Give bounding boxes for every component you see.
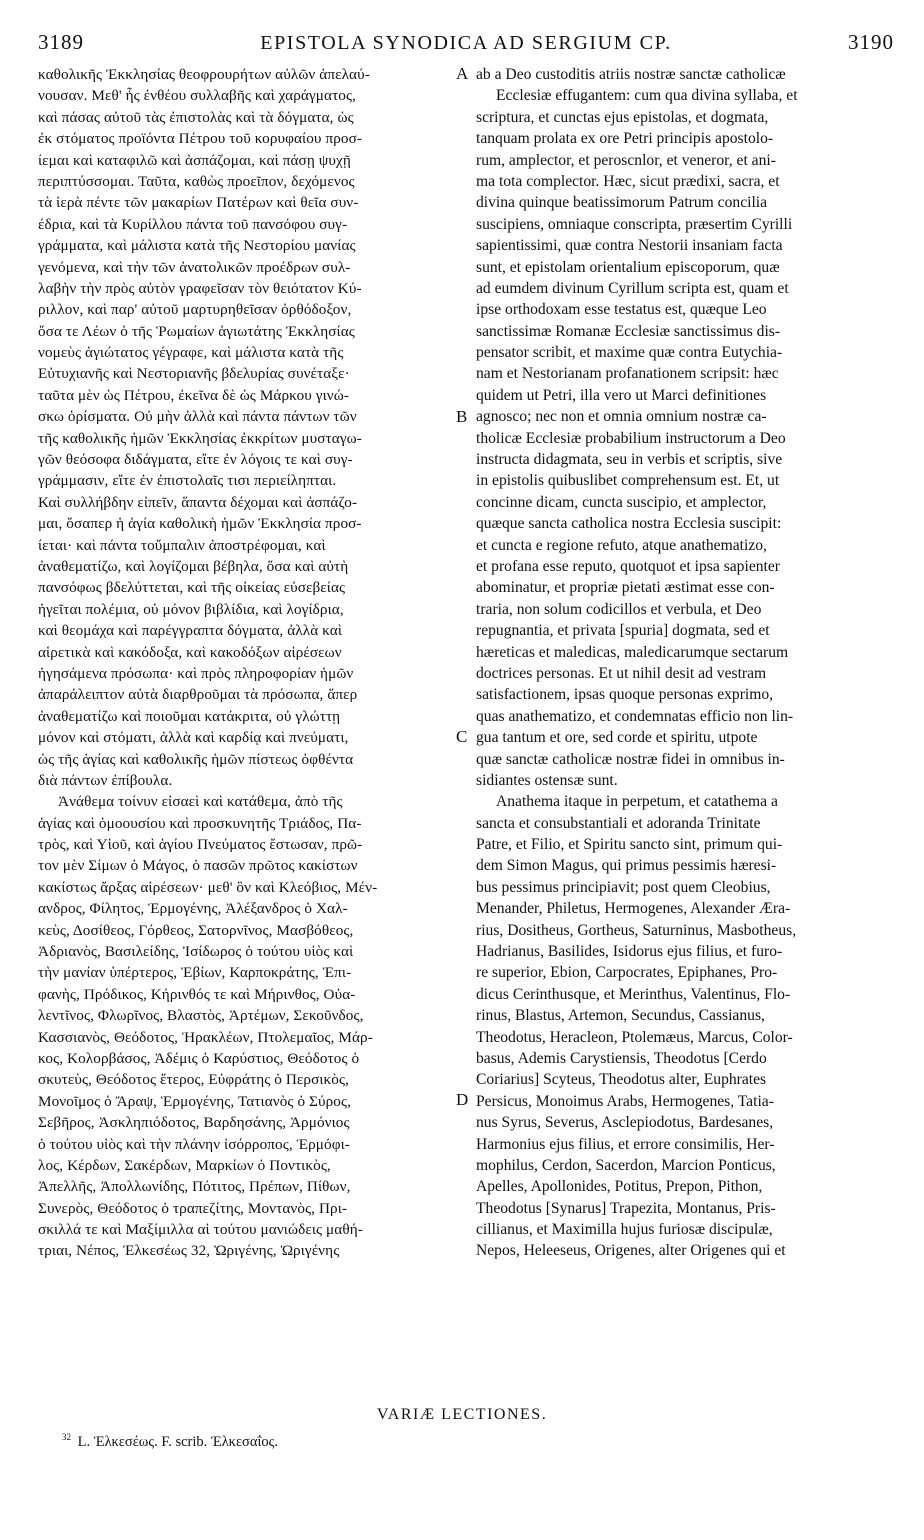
greek-text-line: μόνον καὶ στόματι, ἀλλὰ καὶ καρδίᾳ καὶ πνεύματι, bbox=[38, 729, 349, 747]
latin-text-line: nus Syrus, Severus, Asclepiodotus, Bardesanes, bbox=[476, 1114, 774, 1132]
latin-text-line: Nepos, Heleeseus, Origenes, alter Origenes qui et bbox=[476, 1242, 786, 1260]
greek-text-line: ίεται· καὶ πάντα τοὔμπαλιν ἀποστρέφομαι, καὶ bbox=[38, 536, 326, 554]
greek-text-line: Εὐτυχιανῆς καὶ Νεστοριανῆς βδελυρίας συνέταξε· bbox=[38, 365, 350, 383]
greek-text-line: ἀπαράλειπτον αὐτὰ διαρθροῦμαι τὰ πρόσωπα, ἅπερ bbox=[38, 686, 358, 704]
greek-text-line: περιπτύσσομαι. Ταῦτα, καθὼς προεῖπον, δεχόμενος bbox=[38, 172, 355, 190]
greek-text-line: έδρια, καὶ τὰ Κυρίλλου πάντα τοῦ πανσόφου συγ- bbox=[38, 215, 348, 233]
latin-text-line: tanquam prolata ex ore Petri principis apostolo- bbox=[476, 130, 774, 148]
margin-marker-b: B bbox=[456, 407, 468, 426]
latin-text-line: sidiantes ostensæ sunt. bbox=[476, 771, 618, 789]
greek-text-line: ἁγίας καὶ ὁμοουσίου καὶ προσκυνητῆς Τριάδος, Πα- bbox=[38, 814, 362, 832]
latin-text-line: traria, non solum codicillos et verbula, et Deo bbox=[476, 600, 762, 618]
latin-text-line: doctrices personas. Et ut nihil desit ad vestram bbox=[476, 664, 767, 682]
latin-text-line: rum, amplector, et peroscnlor, et veneror, et ani- bbox=[476, 151, 776, 169]
greek-text-line: ταῦτα μὲν ὡς Πέτρου, ἐκεῖνα δὲ ὡς Μάρκου γινώ- bbox=[38, 386, 350, 404]
latin-text-line: tholicæ Ecclesiæ probabilium instructorum a Deo bbox=[476, 429, 786, 447]
greek-text-line: καθολικῆς Ἐκκλησίας θεοφρουρήτων αὐλῶν ἀπελαύ- bbox=[38, 66, 370, 83]
latin-text-line: suscipiens, omniaque conscripta, præsertim Cyrilli bbox=[476, 215, 793, 233]
latin-text-line: gua tantum et ore, sed corde et spiritu, utpote bbox=[476, 729, 758, 747]
greek-text-line: ἡγεῖται πολέμια, οὐ μόνον βιβλίδια, καὶ λογίδρια, bbox=[38, 600, 344, 618]
greek-text-line: ὡς τῆς ἁγίας καὶ καθολικῆς ἡμῶν πίστεως ὀφθέντα bbox=[38, 750, 354, 768]
latin-text-line: hæreticas et maledicas, maledicarumque sectarum bbox=[476, 643, 789, 661]
latin-text-line: repugnantia, et privata [spuria] dogmata, sed et bbox=[476, 622, 770, 640]
greek-text-line: κος, Κολορβάσος, Ἀδέμις ὁ Καρύστιος, Θεόδοτος ὁ bbox=[38, 1049, 360, 1067]
greek-text-line: ίεμαι καὶ καταφιλῶ καὶ ἀσπάζομαι, καὶ πάσῃ ψυχῇ bbox=[38, 151, 351, 169]
footnote-number: 32 bbox=[62, 1432, 71, 1442]
latin-text-line: Theodotus [Synarus] Trapezita, Montanus, Pris- bbox=[476, 1199, 776, 1217]
latin-text-line: Ecclesiæ effugantem: cum qua divina syllaba, et bbox=[496, 87, 798, 105]
latin-text-line: Theodotus, Heracleon, Ptolemæus, Marcus, Color- bbox=[476, 1028, 793, 1046]
latin-text-line: basus, Ademis Carystiensis, Theodotus [Cerdo bbox=[476, 1049, 767, 1067]
latin-text-line: ma tota complector. Hæc, sicut prædixi, sacra, et bbox=[476, 172, 780, 190]
latin-text-line: Hadrianus, Basilides, Isidorus ejus filius, et furo- bbox=[476, 943, 783, 961]
latin-text-line: sanctissimæ Romanæ Ecclesiæ sanctissimus dis- bbox=[476, 322, 781, 340]
latin-text-line: concinne dicam, cuncta suscipio, et amplector, bbox=[476, 493, 767, 511]
greek-text-line: ανδρος, Φίλητος, Ἑρμογένης, Ἀλέξανδρος ὁ Χαλ- bbox=[38, 900, 348, 918]
latin-text-line: mophilus, Cerdon, Sacerdon, Marcion Ponticus, bbox=[476, 1156, 776, 1174]
latin-text-line: quas anathematizo, et condemnatas efficio non lin- bbox=[476, 707, 794, 725]
latin-text-line: cillianus, et Maximilla hujus furiosæ discipulæ, bbox=[476, 1221, 773, 1239]
greek-text-line: λεντῖνος, Φλωρῖνος, Βλαστὸς, Ἀρτέμων, Σεκοῦνδος, bbox=[38, 1007, 364, 1025]
latin-text-line: dicus Cerinthusque, et Merinthus, Valentinus, Flo- bbox=[476, 985, 791, 1003]
greek-text-line: ριλλον, καὶ παρ' αὐτοῦ μαρτυρηθεῖσαν ὀρθόδοξον, bbox=[38, 301, 352, 319]
latin-text-line: rinus, Blastus, Artemon, Secundus, Cassianus, bbox=[476, 1007, 765, 1025]
greek-text-line: κακίστως ἄρξας αἱρέσεων· μεθ' ὃν καὶ Κλεόβιος, Μέν- bbox=[38, 878, 378, 896]
greek-text-line: κεὺς, Δοσίθεος, Γόρθεος, Σατορνῖνος, Μασβόθεος, bbox=[38, 921, 354, 939]
latin-text-line: Menander, Philetus, Hermogenes, Alexander Æra- bbox=[476, 900, 791, 918]
greek-text-line: ὁ τούτου υἱὸς καὶ τὴν πλάνην ἰσόρροπος, Ἑρμόφι- bbox=[38, 1135, 350, 1153]
latin-text-line: satisfactionem, ipsas quoque personas exprimo, bbox=[476, 686, 774, 704]
greek-column bbox=[38, 64, 456, 1262]
latin-text-line: bus pessimus principiavit; post quem Cleobius, bbox=[476, 878, 771, 896]
greek-text-line: αἱρετικὰ καὶ κακόδοξα, καὶ κακοδόξων αἱρέσεων bbox=[38, 643, 342, 661]
latin-text-line: re superior, Ebion, Carpocrates, Epiphanes, Pro- bbox=[476, 964, 778, 982]
greek-text-line: γῶν θεόσοφα διδάγματα, εἴτε ἐν λόγοις τε καὶ συγ- bbox=[38, 451, 353, 469]
margin-marker-a: A bbox=[456, 64, 469, 83]
greek-text-line: τὴν μανίαν ὑπέρτερος, Ἐβίων, Καρποκράτης, Ἐπι- bbox=[38, 964, 352, 982]
latin-text-line: Anathema itaque in perpetum, et catathema a bbox=[496, 793, 778, 811]
greek-text-line: σκω ὁρίσματα. Οὐ μὴν ἀλλὰ καὶ πάντα πάντων τῶν bbox=[38, 408, 357, 426]
latin-text-line: Coriarius] Scyteus, Theodotus alter, Euphrates bbox=[476, 1071, 767, 1089]
latin-text-line: et cuncta e regione refuto, atque anathematizo, bbox=[476, 536, 767, 554]
right-page-number: 3190 bbox=[848, 30, 894, 54]
latin-text-line: Patre, et Filio, et Spiritu sancto sint, primum qui- bbox=[476, 836, 783, 854]
greek-text-line: Μονοῖμος ὁ Ἄραψ, Ἑρμογένης, Τατιανὸς ὁ Σύρος, bbox=[38, 1092, 351, 1110]
greek-text-line: πανσόφως βδελύττεται, καὶ τῆς οἰκείας εὐσεβείας bbox=[38, 579, 346, 597]
greek-text-line: Ἀπελλῆς, Ἀπολλωνίδης, Πότιτος, Πρέπων, Πίθων, bbox=[38, 1178, 351, 1196]
greek-text-line: μαι, ὅσαπερ ἡ ἁγία καθολικὴ ἡμῶν Ἐκκλησία προσ- bbox=[38, 515, 362, 533]
greek-text-line: τριαι, Νέπος, Ἐλκεσέως 32, Ὠριγένης, Ὠριγένης bbox=[38, 1242, 340, 1260]
latin-text-line: quæ sanctæ catholicæ nostræ fidei in omnibus in- bbox=[476, 750, 785, 768]
greek-text-line: ἀναθεματίζω καὶ ποιοῦμαι κατάκριτα, οὐ γλώττῃ bbox=[38, 707, 341, 725]
latin-text-line: instructa didagmata, seu in verbis et scriptis, sive bbox=[476, 451, 783, 469]
latin-text-line: abominatur, et propriæ pietati æstimat esse con- bbox=[476, 579, 775, 597]
greek-text-line: γράμμασιν, εἴτε ἐν ἐπιστολαῖς τισι περιείληπται. bbox=[38, 472, 337, 490]
greek-text-line: Ἀδριανὸς, Βασιλείδης, Ἰσίδωρος ὁ τούτου υἱὸς καὶ bbox=[38, 943, 354, 961]
greek-text-line: νομεὺς ἁγιώτατος γέγραφε, καὶ μάλιστα κατὰ τῆς bbox=[38, 344, 344, 362]
greek-text-line: λαβὴν τὴν πρὸς αὐτὸν γραφεῖσαν τὸν θειότατον Κύ- bbox=[38, 279, 362, 297]
latin-text-line: divina quinque beatissimorum Patrum concilia bbox=[476, 194, 768, 212]
greek-text-line: τῆς καθολικῆς ἡμῶν Ἐκκλησίας ἐκκρίτων μυσταγω- bbox=[38, 429, 362, 447]
greek-text-line: καὶ πάσας αὐτοῦ τὰς ἐπιστολὰς καὶ τὰ δόγματα, ὡς bbox=[38, 108, 354, 126]
margin-marker-c: C bbox=[456, 727, 468, 746]
latin-text-line: quæque sancta catholica nostra Ecclesia suscipit: bbox=[476, 515, 782, 533]
latin-text-line: in epistolis quibuslibet comprehensum est. Et, ut bbox=[476, 472, 780, 490]
latin-text-line: et profana esse reputo, quotquot et ipsa sapienter bbox=[476, 557, 780, 575]
greek-text-line: σκυτεὺς, Θεόδοτος ἕτερος, Εὐφράτης ὁ Περσικὸς, bbox=[38, 1071, 350, 1089]
greek-text-line: Κασσιανὸς, Θεόδοτος, Ἡρακλέων, Πτολεμαῖος, Μάρ- bbox=[38, 1028, 373, 1046]
greek-text-line: Καὶ συλλήβδην εἰπεῖν, ἅπαντα δέχομαι καὶ ἀσπάζο- bbox=[38, 493, 358, 511]
latin-text-line: sapientissimi, quæ contra Nestorii insaniam facta bbox=[476, 237, 783, 255]
greek-text-line: Σεβῆρος, Ἀσκληπιόδοτος, Βαρδησάνης, Ἁρμόνιος bbox=[38, 1114, 350, 1132]
latin-text-line: rius, Dositheus, Gortheus, Saturninus, Masbotheus, bbox=[476, 921, 797, 939]
latin-text-line: Apelles, Apollonides, Potitus, Prepon, Pithon, bbox=[476, 1178, 763, 1196]
greek-text-line: Συνερὸς, Θεόδοτος ὁ τραπεζίτης, Μοντανὸς, Πρι- bbox=[38, 1199, 348, 1217]
greek-text-line: καὶ θεομάχα καὶ παρέγγραπτα δόγματα, ἀλλὰ καὶ bbox=[38, 622, 343, 640]
greek-text-line: ἐκ στόματος προϊόντα Πέτρου τοῦ κορυφαίου προσ- bbox=[38, 130, 363, 148]
greek-text-line: νουσαν. Μεθ' ἧς ἐνθέου συλλαβῆς καὶ χαράγματος, bbox=[38, 87, 356, 105]
greek-text-line: τρὸς, καὶ Υἱοῦ, καὶ ἁγίου Πνεύματος ἔστωσαν, πρῶ- bbox=[38, 836, 363, 854]
footnote bbox=[62, 1432, 278, 1451]
latin-column bbox=[476, 64, 900, 1262]
left-page-number: 3189 bbox=[38, 30, 84, 54]
latin-text-line: Harmonius ejus filius, et errore consimilis, Her- bbox=[476, 1135, 775, 1153]
latin-text-line: sancta et consubstantiali et adoranda Trinitate bbox=[476, 814, 761, 832]
greek-text-line: σκιλλά τε καὶ Μαξίμιλλα αἱ τούτου μανιώδεις μαθή- bbox=[38, 1221, 363, 1239]
latin-text-line: dem Simon Magus, qui primus pessimis hæresi- bbox=[476, 857, 777, 875]
greek-text-line: γράμματα, καὶ μάλιστα κατὰ τῆς Νεστορίου μανίας bbox=[38, 237, 356, 255]
greek-text-line: τὰ ἱερὰ πέντε τῶν μακαρίων Πατέρων καὶ θεῖα συν- bbox=[38, 194, 359, 212]
greek-text-line: φανὴς, Πρόδικος, Κήρινθός τε καὶ Μήρινθος, Οὐα- bbox=[38, 985, 356, 1003]
latin-text-line: ad eumdem divinum Cyrillum scripta est, quam et bbox=[476, 279, 789, 297]
variae-lectiones-heading: VARIÆ LECTIONES. bbox=[376, 1406, 548, 1423]
greek-text-line: ὅσα τε Λέων ὁ τῆς Ῥωμαίων ἁγιωτάτης Ἐκκλησίας bbox=[38, 322, 355, 340]
greek-text-line: ἡγησάμενα πρόσωπα· καὶ πρὸς πληροφορίαν ἡμῶν bbox=[38, 664, 354, 682]
page-header bbox=[38, 30, 894, 58]
latin-text-line: agnosco; nec non et omnia omnium nostræ ca- bbox=[476, 408, 767, 426]
latin-text-line: Persicus, Monoimus Arabs, Hermogenes, Tatia- bbox=[476, 1092, 774, 1110]
latin-text-line: pensator scribit, et maxime quæ contra Eutychia- bbox=[476, 344, 783, 362]
greek-text-line: Ἀνάθεμα τοίνυν εἰσαεὶ καὶ κατάθεμα, ἀπὸ τῆς bbox=[58, 793, 343, 811]
greek-text-line: διὰ πάντων ἐπίβουλα. bbox=[38, 771, 173, 789]
running-title: EPISTOLA SYNODICA AD SERGIUM CP. bbox=[260, 32, 672, 54]
greek-text-line: ἀναθεματίζω, καὶ λογίζομαι βέβηλα, ὅσα καὶ αὐτὴ bbox=[38, 557, 349, 575]
footnote-text: L. Ἐλκεσέως. F. scrib. Ἐλκεσαΐος. bbox=[77, 1433, 278, 1450]
greek-text-line: τον μὲν Σίμων ὁ Μάγος, ὁ πασῶν πρῶτος κακίστων bbox=[38, 857, 358, 875]
latin-text-line: quidem ut Petri, illa vero ut Marci definitiones bbox=[476, 386, 767, 404]
greek-text-line: λος, Κέρδων, Σακέρδων, Μαρκίων ὁ Ποντικὸς, bbox=[38, 1156, 331, 1174]
latin-text-line: nam et Nestorianam profanationem scripsit: hæc bbox=[476, 365, 779, 383]
latin-text-line: ab a Deo custoditis atriis nostræ sanctæ catholicæ bbox=[476, 66, 786, 83]
latin-text-line: sunt, et epistolam orientalium episcoporum, quæ bbox=[476, 258, 780, 276]
latin-text-line: scriptura, et cunctas ejus epistolas, et dogmata, bbox=[476, 108, 769, 126]
greek-text-line: γενόμενα, καὶ τὴν τῶν ἀνατολικῶν προέδρων συλ- bbox=[38, 258, 351, 276]
margin-marker-d: D bbox=[456, 1090, 469, 1109]
latin-text-line: ipse orthodoxam esse testatus est, quæque Leo bbox=[476, 301, 767, 319]
